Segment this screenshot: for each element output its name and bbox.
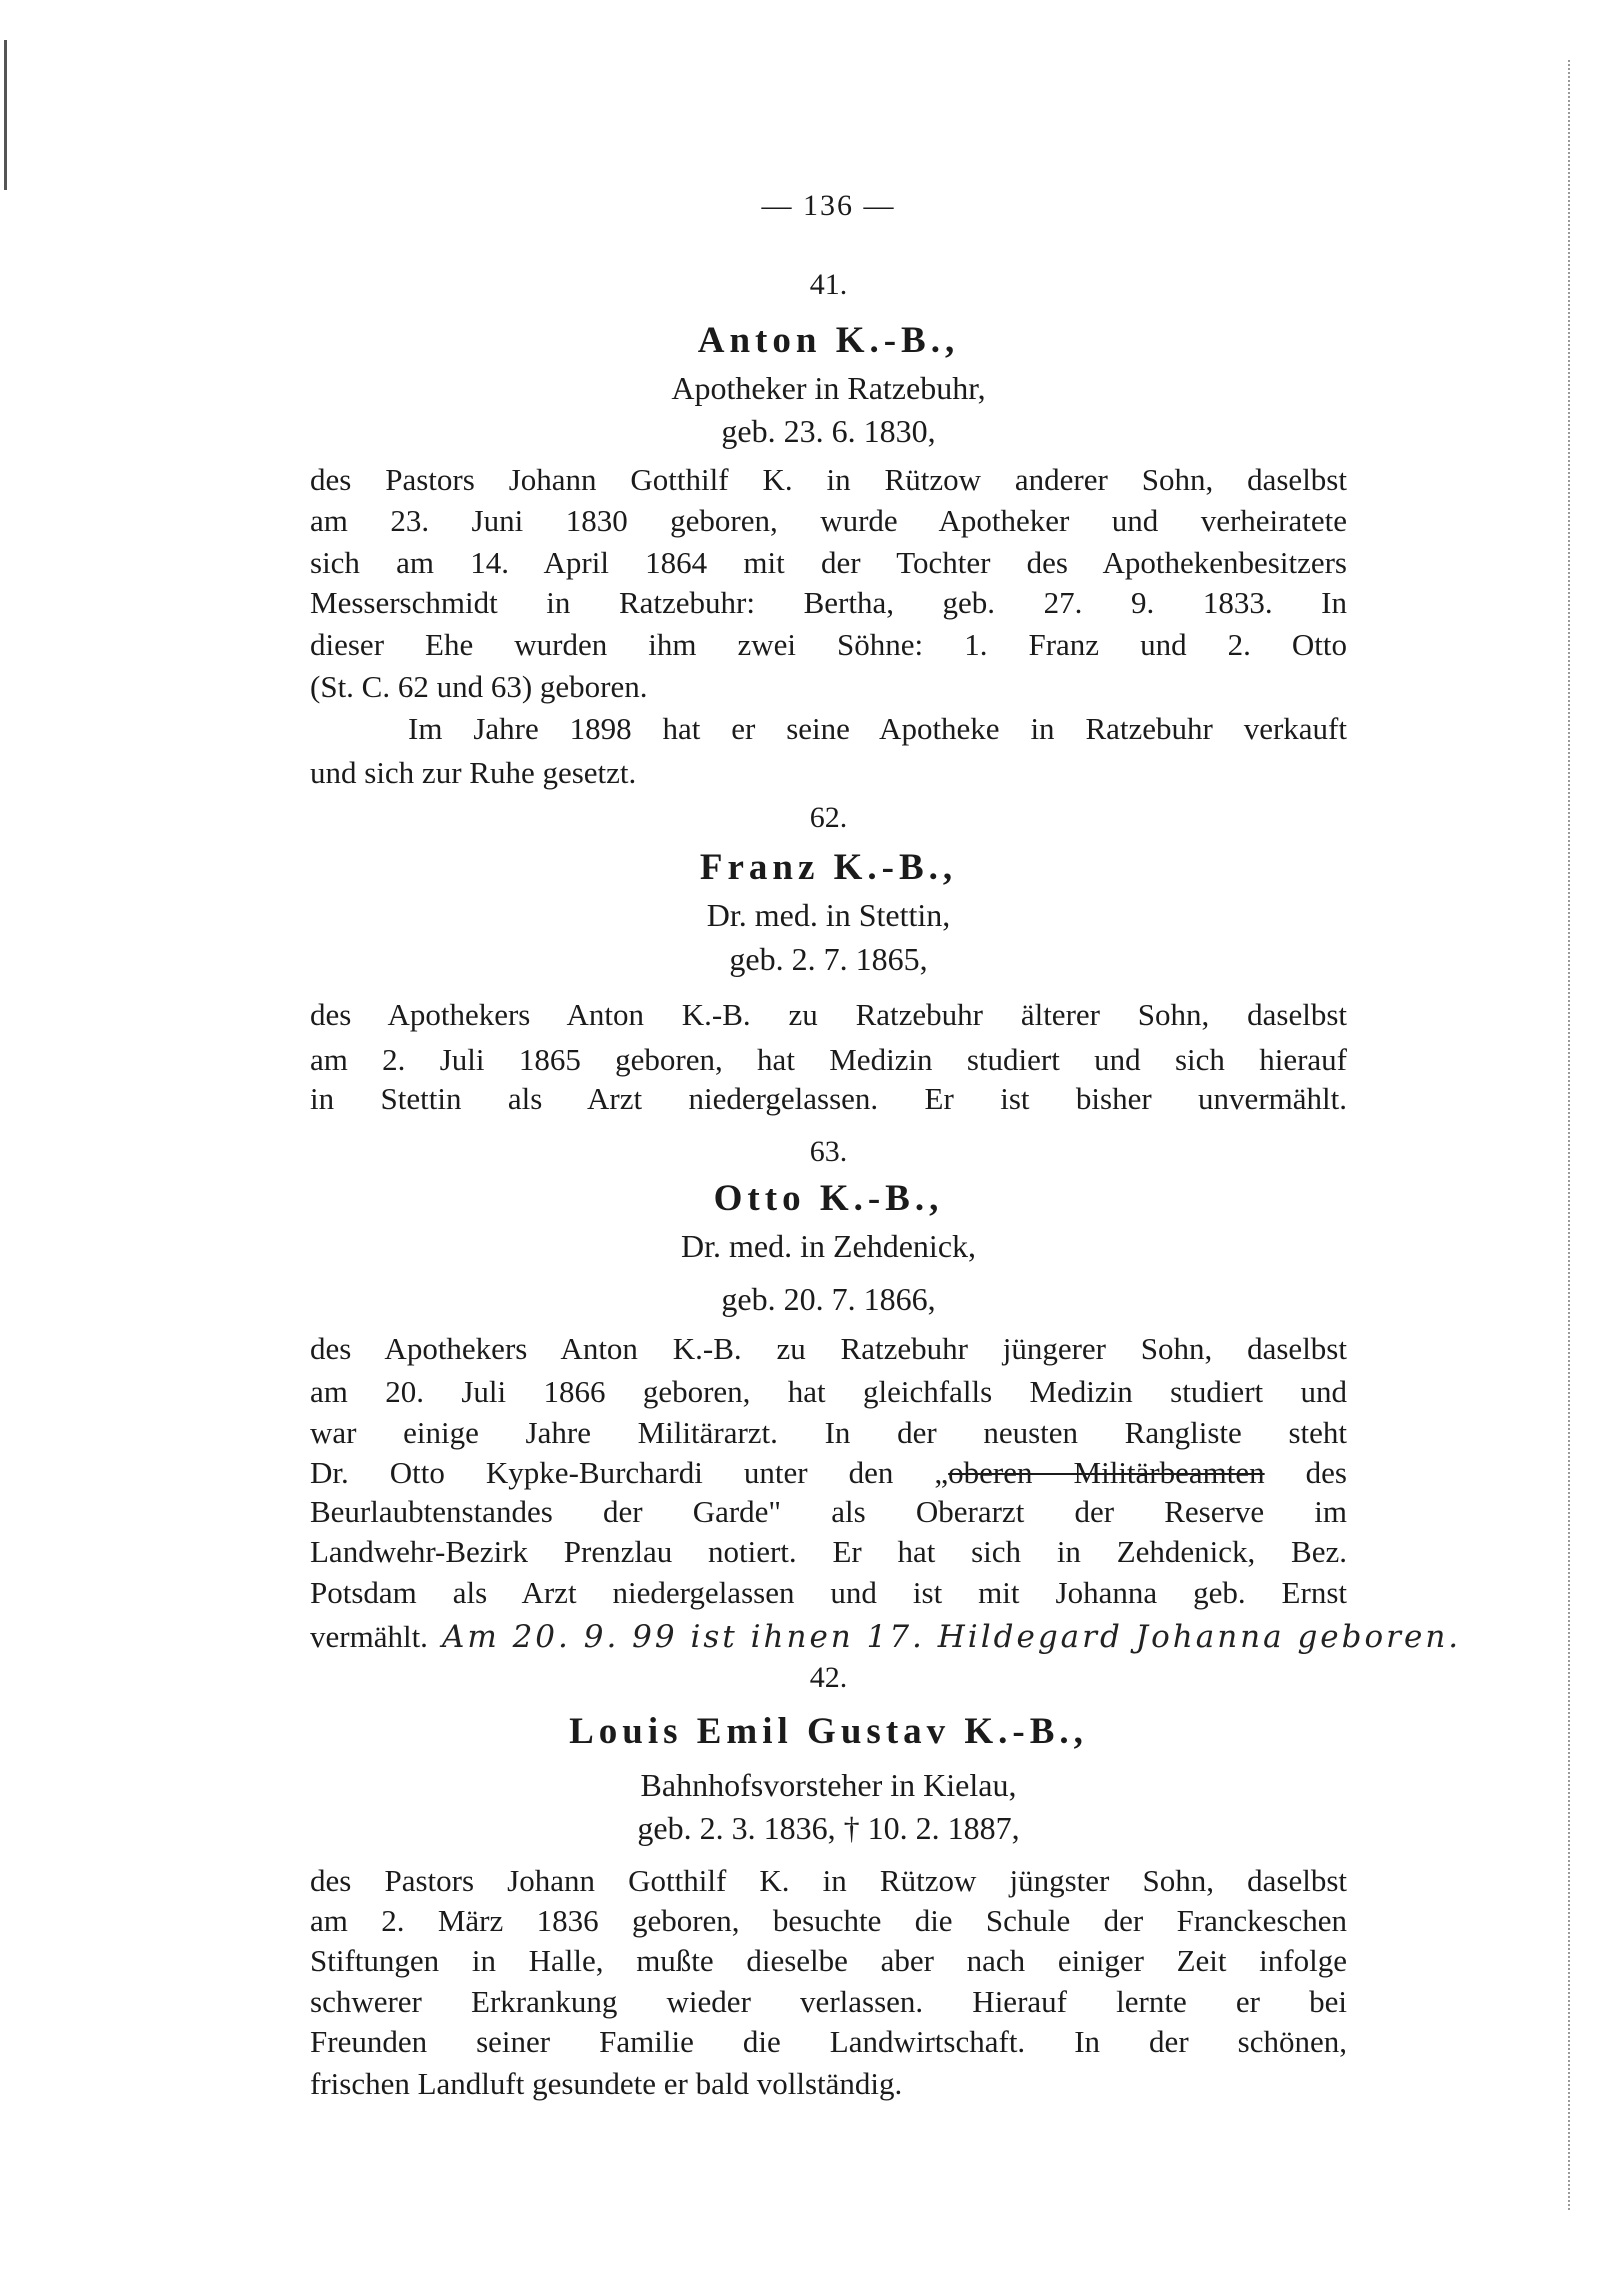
body-line (310, 1452, 1347, 1493)
body-line-text: Dr. Otto Kypke-Burchardi unter den „ (310, 1455, 949, 1490)
body-line: Landwehr-Bezirk Prenzlau notiert. Er hat sich in Zehdenick, Bez. (310, 1534, 1347, 1569)
body-line: Messerschmidt in Ratzebuhr: Bertha, geb. 27. 9. 1833. In (310, 585, 1347, 620)
page-number: — 136 — (761, 189, 896, 222)
body-line: Freunden seiner Familie die Landwirtschaft. In der schönen, (310, 2024, 1347, 2059)
body-line (310, 1616, 1540, 1657)
body-line: und sich zur Ruhe gesetzt. (310, 755, 637, 790)
body-line: Stiftungen in Halle, mußte dieselbe aber nach einiger Zeit infolge (310, 1943, 1347, 1978)
entry-name: Otto K.-B., (713, 1178, 944, 1219)
body-line: des Pastors Johann Gotthilf K. in Rützow anderer Sohn, daselbst (310, 462, 1347, 497)
entry-name: Anton K.-B., (697, 320, 960, 361)
entry-name: Louis Emil Gustav K.-B., (569, 1711, 1088, 1752)
body-line-text: des (1305, 1455, 1347, 1490)
body-line: des Apothekers Anton K.-B. zu Ratzebuhr älterer Sohn, daselbst (310, 997, 1347, 1032)
entry-number: 62. (809, 801, 848, 834)
body-line: sich am 14. April 1864 mit der Tochter des Apothekenbesitzers (310, 545, 1347, 580)
body-line: schwerer Erkrankung wieder verlassen. Hierauf lernte er bei (310, 1984, 1347, 2019)
entry-occupation: Dr. med. in Zehdenick, (680, 1228, 977, 1264)
body-line: frischen Landluft gesundete er bald vollständig. (310, 2066, 903, 2101)
struck-text: oberen Militärbeamten (948, 1455, 1265, 1490)
entry-name: Franz K.-B., (699, 847, 958, 888)
body-line: Beurlaubtenstandes der Garde" als Oberarzt der Reserve im (310, 1494, 1347, 1529)
body-line: war einige Jahre Militärarzt. In der neusten Rangliste steht (310, 1415, 1347, 1450)
scan-edge-left (4, 40, 7, 190)
entry-occupation: Apotheker in Ratzebuhr, (671, 370, 986, 406)
entry-dates: geb. 2. 3. 1836, † 10. 2. 1887, (637, 1810, 1020, 1846)
body-line: in Stettin als Arzt niedergelassen. Er ist bisher unvermählt. (310, 1081, 1347, 1116)
body-line: des Pastors Johann Gotthilf K. in Rützow jüngster Sohn, daselbst (310, 1863, 1347, 1898)
entry-dates: geb. 20. 7. 1866, (721, 1281, 936, 1317)
body-line: dieser Ehe wurden ihm zwei Söhne: 1. Franz und 2. Otto (310, 627, 1347, 662)
body-line: am 2. März 1836 geboren, besuchte die Schule der Franckeschen (310, 1903, 1347, 1938)
body-line: am 2. Juli 1865 geboren, hat Medizin studiert und sich hierauf (310, 1042, 1347, 1077)
body-line: Potsdam als Arzt niedergelassen und ist mit Johanna geb. Ernst (310, 1575, 1347, 1610)
body-line: (St. C. 62 und 63) geboren. (310, 669, 648, 704)
handwritten-note: Am 20. 9. 99 ist ihnen 17. Hildegard Johanna geboren. (441, 1619, 1462, 1655)
entry-dates: geb. 2. 7. 1865, (729, 941, 928, 977)
entry-number: 41. (809, 268, 848, 301)
body-line: am 20. Juli 1866 geboren, hat gleichfalls Medizin studiert und (310, 1374, 1347, 1409)
entry-number: 42. (809, 1661, 848, 1694)
body-line-text: vermählt. (310, 1619, 428, 1654)
body-line: Im Jahre 1898 hat er seine Apotheke in Ratzebuhr verkauft (408, 711, 1347, 746)
entry-occupation: Dr. med. in Stettin, (706, 897, 951, 933)
scan-edge-right (1568, 60, 1570, 2210)
body-line: des Apothekers Anton K.-B. zu Ratzebuhr jüngerer Sohn, daselbst (310, 1331, 1347, 1366)
entry-dates: geb. 23. 6. 1830, (721, 413, 936, 449)
body-line: am 23. Juni 1830 geboren, wurde Apotheker und verheiratete (310, 503, 1347, 538)
entry-occupation: Bahnhofsvorsteher in Kielau, (640, 1767, 1017, 1803)
entry-number: 63. (809, 1135, 848, 1168)
